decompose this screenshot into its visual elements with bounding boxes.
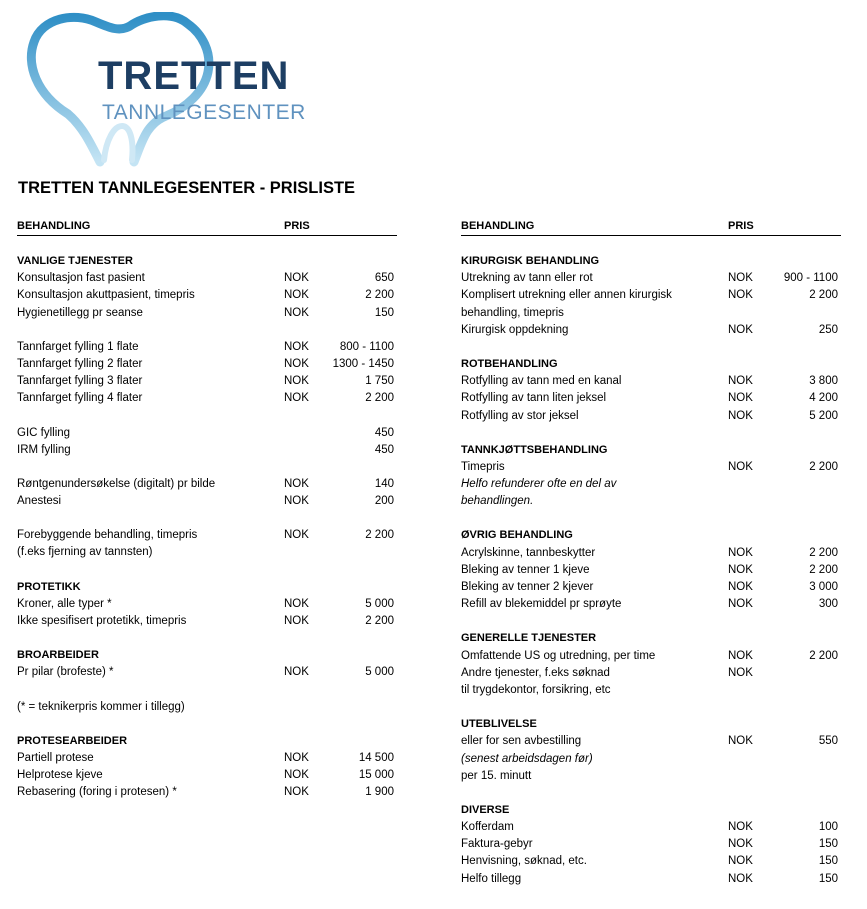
price-section (17, 253, 397, 322)
currency: NOK (728, 289, 753, 302)
treatment-name: Partiell protese (17, 751, 94, 764)
treatment-name: til trygdekontor, forsikring, etc (461, 683, 611, 696)
price-amount: 150 (818, 838, 838, 851)
treatment-name: Tannfarget fylling 3 flater (17, 375, 143, 388)
price-section (17, 425, 397, 459)
currency: NOK (728, 272, 753, 285)
treatment-name: Forebyggende behandling, timepris (17, 529, 198, 542)
price-section (461, 630, 841, 699)
price-section (17, 579, 397, 631)
price-row (461, 871, 841, 888)
price-amount: 4 200 (809, 392, 838, 405)
price-row (17, 442, 397, 459)
treatment-name: Henvisning, søknad, etc. (461, 855, 587, 868)
treatment-name: eller for sen avbestilling (461, 735, 582, 748)
currency: NOK (284, 529, 309, 542)
price-row (461, 287, 841, 304)
treatment-name: (f.eks fjerning av tannsten) (17, 546, 153, 559)
treatment-name: Andre tjenester, f.eks søknad (461, 666, 610, 679)
price-row (461, 459, 841, 476)
price-amount: 5 000 (365, 597, 394, 610)
section-heading: TANNKJØTTSBEHANDLING (461, 443, 608, 456)
currency: NOK (284, 615, 309, 627)
price-section (17, 339, 397, 408)
treatment-name: Bleking av tenner 1 kjeve (461, 563, 590, 576)
price-row (461, 545, 841, 562)
section-heading: VANLIGE TJENESTER (17, 255, 133, 267)
price-section (17, 476, 397, 510)
price-section (17, 733, 397, 802)
treatment-name: Timepris (461, 460, 505, 473)
price-row (461, 751, 841, 768)
price-row (461, 390, 841, 407)
currency: NOK (728, 735, 753, 748)
price-row (461, 648, 841, 665)
price-amount: 800 - 1100 (339, 340, 394, 353)
price-amount: 140 (374, 477, 394, 490)
price-amount: 3 000 (809, 581, 838, 593)
currency: NOK (728, 323, 753, 336)
price-amount: 300 (818, 598, 838, 611)
currency: NOK (728, 872, 753, 885)
treatment-name: Rotfylling av tann med en kanal (461, 375, 622, 388)
price-amount: 2 200 (365, 529, 394, 542)
price-amount: 150 (818, 872, 838, 885)
price-amount: 2 200 (809, 546, 838, 559)
price-row (17, 750, 397, 767)
treatment-name: (* = teknikerpris kommer i tillegg) (17, 700, 185, 713)
treatment-header: BEHANDLING (17, 220, 91, 232)
page-title: TRETTEN TANNLEGESENTER - PRISLISTE (18, 179, 356, 197)
currency: NOK (284, 477, 309, 490)
treatment-name: Utrekning av tann eller rot (461, 272, 593, 285)
price-row (17, 613, 397, 630)
price-amount: 2 200 (809, 563, 838, 576)
price-amount: 900 - 1100 (783, 272, 838, 285)
price-row (17, 373, 397, 390)
treatment-name: Konsultasjon fast pasient (17, 272, 145, 285)
price-amount: 14 500 (358, 751, 394, 764)
currency: NOK (284, 769, 309, 782)
price-section (461, 802, 841, 888)
section-heading: ØVRIG BEHANDLING (461, 529, 573, 542)
price-column-right (461, 218, 841, 905)
price-row (17, 305, 397, 322)
treatment-name: Helfo refunderer ofte en del av (461, 478, 617, 491)
price-amount: 150 (818, 855, 838, 868)
price-row (461, 853, 841, 870)
price-header: PRIS (284, 220, 310, 232)
treatment-name: Bleking av tenner 2 kjever (461, 581, 594, 593)
price-row (461, 476, 841, 493)
price-header: PRIS (728, 220, 754, 232)
treatment-name: Anestesi (17, 495, 62, 508)
price-row (17, 493, 397, 510)
price-row (17, 390, 397, 407)
price-section (17, 699, 397, 716)
currency: NOK (728, 855, 753, 868)
treatment-name: Tannfarget fylling 4 flater (17, 392, 143, 405)
price-section (461, 527, 841, 613)
price-row (17, 356, 397, 373)
currency: NOK (284, 306, 309, 319)
price-row (17, 544, 397, 561)
treatment-name: Rebasering (foring i protesen) * (17, 786, 177, 799)
price-row (17, 664, 397, 681)
logo (22, 12, 306, 172)
treatment-name: behandlingen. (461, 495, 534, 508)
price-amount: 100 (818, 821, 838, 834)
treatment-name: Komplisert utrekning eller annen kirurgisk (461, 289, 672, 302)
price-row (17, 784, 397, 801)
price-row (461, 733, 841, 750)
treatment-name: per 15. minutt (461, 769, 532, 782)
price-section (461, 442, 841, 511)
price-amount: 650 (374, 272, 394, 285)
price-amount: 2 200 (365, 615, 394, 627)
price-section (461, 356, 841, 425)
price-row (461, 768, 841, 785)
treatment-name: Omfattende US og utredning, per time (461, 649, 656, 662)
price-amount: 550 (818, 735, 838, 748)
logo-name: TRETTEN (98, 54, 290, 98)
price-amount: 3 800 (809, 375, 838, 388)
price-row (461, 373, 841, 390)
currency: NOK (728, 546, 753, 559)
currency: NOK (728, 375, 753, 388)
section-heading: DIVERSE (461, 803, 510, 816)
currency: NOK (728, 563, 753, 576)
price-amount: 2 200 (809, 289, 838, 302)
treatment-name: Helfo tillegg (461, 872, 522, 885)
price-row (17, 287, 397, 304)
section-list (17, 253, 397, 802)
logo-subtitle: TANNLEGESENTER (102, 101, 306, 124)
treatment-name: Kofferdam (461, 821, 514, 834)
currency: NOK (728, 409, 753, 422)
currency: NOK (728, 392, 753, 405)
price-amount: 15 000 (358, 769, 394, 782)
treatment-name: IRM fylling (17, 443, 71, 456)
treatment-name: Acrylskinne, tannbeskytter (461, 546, 596, 559)
currency: NOK (728, 838, 753, 851)
price-amount: 150 (374, 306, 394, 319)
price-row (461, 682, 841, 699)
price-amount: 5 200 (809, 409, 838, 422)
price-row (461, 493, 841, 510)
price-row (17, 767, 397, 784)
price-row (461, 562, 841, 579)
price-row (17, 339, 397, 356)
price-row (17, 270, 397, 287)
treatment-name: Pr pilar (brofeste) * (17, 666, 114, 679)
price-amount: 450 (374, 443, 394, 456)
price-amount: 250 (818, 323, 838, 336)
treatment-name: (senest arbeidsdagen før) (461, 752, 593, 765)
price-row (461, 579, 841, 596)
treatment-name: Tannfarget fylling 2 flater (17, 357, 143, 370)
treatment-name: Konsultasjon akuttpasient, timepris (17, 289, 195, 302)
currency: NOK (728, 821, 753, 834)
currency: NOK (284, 392, 309, 405)
price-row (461, 270, 841, 287)
treatment-name: Tannfarget fylling 1 flate (17, 340, 139, 353)
price-row (17, 527, 397, 544)
price-amount: 2 200 (809, 649, 838, 662)
currency: NOK (284, 597, 309, 610)
section-heading: ROTBEHANDLING (461, 357, 558, 370)
currency: NOK (284, 786, 309, 799)
price-column-left (17, 218, 397, 819)
treatment-name: Helprotese kjeve (17, 769, 103, 782)
currency: NOK (728, 666, 753, 679)
treatment-name: Refill av blekemiddel pr sprøyte (461, 598, 622, 611)
price-amount: 2 200 (365, 289, 394, 302)
currency: NOK (728, 649, 753, 662)
section-heading: KIRURGISK BEHANDLING (461, 255, 600, 267)
price-section (461, 253, 841, 339)
section-heading: UTEBLIVELSE (461, 718, 537, 731)
price-row (461, 819, 841, 836)
treatment-name: GIC fylling (17, 426, 71, 439)
currency: NOK (284, 751, 309, 764)
currency: NOK (728, 581, 753, 593)
treatment-name: behandling, timepris (461, 306, 564, 319)
price-amount: 5 000 (365, 666, 394, 679)
price-section (461, 716, 841, 785)
section-list (461, 253, 841, 888)
treatment-name: Rotfylling av tann liten jeksel (461, 392, 607, 405)
price-amount: 1 900 (365, 786, 394, 799)
price-amount: 1300 - 1450 (332, 357, 394, 370)
currency: NOK (284, 495, 309, 508)
currency: NOK (284, 375, 309, 388)
price-amount: 2 200 (365, 392, 394, 405)
price-row (461, 596, 841, 613)
section-heading: PROTETIKK (17, 580, 81, 593)
price-row (17, 596, 397, 613)
treatment-header: BEHANDLING (461, 220, 535, 232)
price-row (461, 305, 841, 322)
price-row (461, 665, 841, 682)
currency: NOK (284, 357, 309, 370)
column-header (461, 218, 841, 236)
price-row (461, 322, 841, 339)
section-heading: GENERELLE TJENESTER (461, 632, 597, 645)
currency: NOK (284, 666, 309, 679)
currency: NOK (284, 340, 309, 353)
currency: NOK (284, 272, 309, 285)
price-row (17, 699, 397, 716)
currency: NOK (284, 289, 309, 302)
treatment-name: Faktura-gebyr (461, 838, 533, 851)
treatment-name: Kroner, alle typer * (17, 597, 112, 610)
treatment-name: Rotfylling av stor jeksel (461, 409, 579, 422)
column-header (17, 218, 397, 236)
section-heading: PROTESEARBEIDER (17, 734, 128, 747)
price-row (17, 425, 397, 442)
price-section (17, 527, 397, 561)
price-row (461, 408, 841, 425)
currency: NOK (728, 460, 753, 473)
price-row (461, 836, 841, 853)
treatment-name: Røntgenundersøkelse (digitalt) pr bilde (17, 477, 216, 490)
price-section (17, 647, 397, 681)
price-amount: 200 (374, 495, 394, 508)
currency: NOK (728, 598, 753, 611)
price-amount: 2 200 (809, 460, 838, 473)
price-amount: 1 750 (365, 375, 394, 388)
treatment-name: Hygienetillegg pr seanse (17, 306, 143, 319)
section-heading: BROARBEIDER (17, 649, 99, 662)
treatment-name: Kirurgisk oppdekning (461, 323, 569, 336)
price-row (17, 476, 397, 493)
treatment-name: Ikke spesifisert protetikk, timepris (17, 615, 187, 627)
price-amount: 450 (374, 426, 394, 439)
